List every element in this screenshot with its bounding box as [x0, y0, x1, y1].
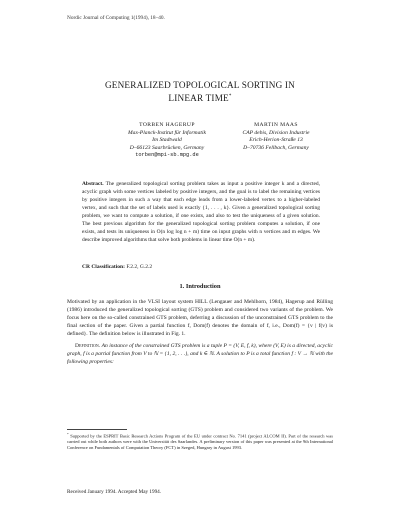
author-name: MARTIN MAAS — [254, 122, 298, 128]
title-line-1: GENERALIZED TOPOLOGICAL SORTING IN — [104, 80, 296, 90]
journal-header: Nordic Journal of Computing 1(1994), 18–40. — [67, 15, 165, 21]
abstract-label: Abstract. — [82, 181, 104, 187]
author-affiliation: CAP debis, Division Industrie — [242, 129, 310, 136]
author-affiliation: Erich-Herion-Straße 13 — [249, 137, 303, 144]
title-footnote-mark: * — [228, 94, 232, 99]
body-text — [67, 298, 333, 370]
title-line-2: LINEAR TIME* — [168, 93, 232, 104]
paper-title — [60, 79, 340, 104]
definition-paragraph — [67, 342, 333, 366]
received-accepted: Received January 1994. Accepted May 1994. — [67, 489, 162, 495]
definition-text: An instance of the constrained GTS problem is a tuple P = (V, E, f, k), where (V, E) is a directed, acyclic graph, f is a partial function from V to ℕ = {1, 2, . . .}, and k ∈ ℕ. A solution to P is a total function f : V → ℕ with the following properties: — [67, 343, 333, 366]
footnote — [67, 432, 333, 451]
body-paragraph: Motivated by an application in the VLSI layout system HILL (Lengauer and Mehlhorn, 1984), Hagerup and Rülling (1986) introduced the generalized topological sorting (GTS) problem and considered two variants of the problem. We focus here on the so-called constrained GTS problem, deferring a discussion of the unconstrained GTS problem to the final section of the paper. Given a partial function f, Dom(f) denotes the domain of f, i.e., Dom(f) = {v | f(v) is defined}. The definition below is illustrated in Fig. 1. — [67, 299, 333, 338]
author-block-2 — [201, 122, 351, 152]
footnote-text: Supported by the ESPRIT Basic Research Actions Program of the EU under contract No. 7141 (project ALCOM II). Part of the research was carried out while both authors were with the Universität des Saarlandes. A preliminary version of this paper was presented at the 9th International Conference on Fundamentals of Computation Theory (FCT) in Szeged, Hungary in August 1993. — [67, 433, 334, 451]
cr-classification — [82, 264, 152, 270]
author-email[interactable]: torben@mpi-sb.mpg.de — [135, 152, 199, 159]
author-affiliation: D–70736 Fellbach, Germany — [243, 144, 309, 151]
author-name: TORBEN HAGERUP — [139, 122, 195, 128]
cr-value: F.2.2, G.2.2 — [126, 264, 153, 270]
footnote-mark: * — [67, 432, 69, 436]
author-affiliation: Max-Planck-Institut für Informatik — [128, 129, 206, 136]
footnote-rule — [67, 429, 127, 430]
cr-label: CR Classification: — [82, 264, 125, 270]
author-affiliation: Im Stadtwald — [152, 137, 182, 144]
author-affiliation: D–66123 Saarbrücken, Germany — [129, 144, 205, 151]
definition-label: Definition. — [75, 343, 101, 350]
abstract-text: The generalized topological sorting problem takes as input a positive integer k and a directed, acyclic graph with some vertices labeled by positive integers, and the goal is to label the remaining vertices by positive integers in such a way that each edge leads from a lower-labeled vertex to a higher-labeled vertex, and such that the set of labels used is exactly {1, . . . , k}. Given a generalized topological sorting problem, we want to compute a solution, if one exists, and also to test the uniqueness of a given solution. The best previous algorithm for the generalized topological sorting problem computes a solution, if one exists, and tests its uniqueness in O(n log log n + m) time on input graphs with n vertices and m edges. We describe improved algorithms that solve both problems in linear time O(n + m). — [82, 181, 320, 243]
abstract — [82, 181, 320, 245]
section-heading: 1. Introduction — [179, 283, 221, 290]
